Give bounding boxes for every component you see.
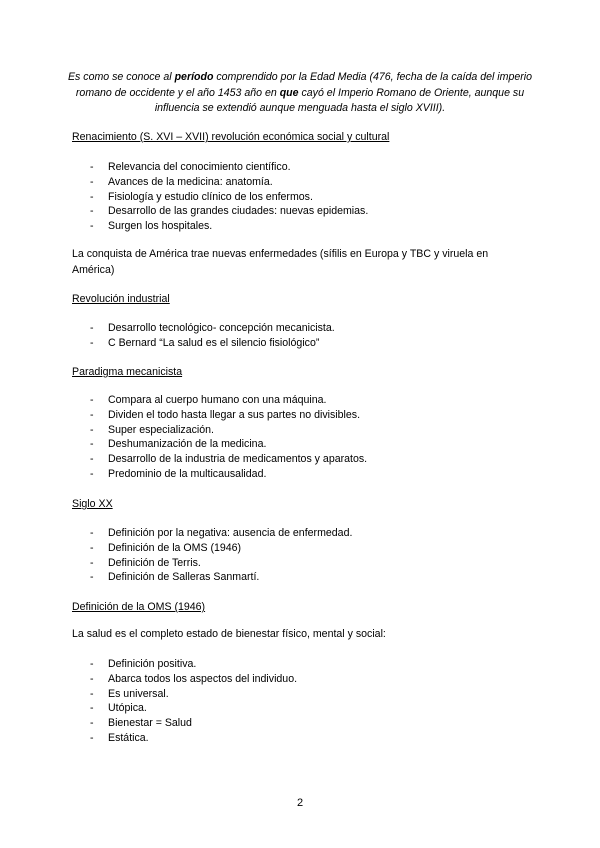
list-oms [90,657,297,746]
intro-text-1: Es como se conoce al [67,71,175,83]
page-number: 2 [296,797,304,809]
heading-paradigma-mecanicista: Paradigma mecanicista [72,366,183,378]
list-item: - Avances de la medicina: anatomía. [90,175,368,190]
list-item: - Desarrollo tecnológico- concepción mecanicista. [90,321,335,336]
list-item: - Relevancia del conocimiento científico. [90,160,368,175]
list-item: - Deshumanización de la medicina. [90,437,367,452]
list-siglo-xx [90,526,352,585]
list-item: - Definición por la negativa: ausencia de enfermedad. [90,526,352,541]
list-item: - Desarrollo de la industria de medicamentos y aparatos. [90,452,367,467]
list-item: - Dividen el todo hasta llegar a sus partes no divisibles. [90,408,367,423]
list-item: - Fisiología y estudio clínico de los enfermos. [90,190,368,205]
heading-siglo-xx: Siglo XX [72,498,113,510]
list-item: - Compara al cuerpo humano con una máquina. [90,393,367,408]
list-item: - Super especialización. [90,423,367,438]
list-item: - Surgen los hospitales. [90,219,368,234]
list-item: - Definición de Terris. [90,556,352,571]
list-item: - Estática. [90,731,297,746]
list-revolucion [90,321,335,351]
list-item: - Definición de Salleras Sanmartí. [90,570,352,585]
intro-paragraph [60,70,540,117]
list-item: - Bienestar = Salud [90,716,297,731]
intro-text-2: comprendido por la Edad Media (476, fecha de la caída del imperio romano de occidente y el año 1453 año en [75,71,533,99]
list-item: - Utópica. [90,701,297,716]
oms-definition-paragraph: La salud es el completo estado de bienestar físico, mental y social: [72,628,386,640]
intro-bold-periodo: período [174,71,214,83]
list-item: - Es universal. [90,687,297,702]
list-paradigma [90,393,367,482]
list-item: - Definición de la OMS (1946) [90,541,352,556]
list-item: - Definición positiva. [90,657,297,672]
intro-bold-que: que [279,86,299,99]
list-renacimiento [90,160,368,234]
intro-text-3: cayó el Imperio Romano de Oriente, aunque su influencia se extendió aunque menguada hasta el siglo XVIII). [154,86,525,114]
heading-revolucion-industrial: Revolución industrial [72,293,170,305]
america-paragraph: La conquista de América trae nuevas enfermedades (sífilis en Europa y TBC y viruela en América) [72,248,489,276]
heading-renacimiento: Renacimiento (S. XVI – XVII) revolución económica social y cultural [72,131,390,143]
list-item: - Abarca todos los aspectos del individuo. [90,672,297,687]
heading-definicion-oms: Definición de la OMS (1946) [72,601,206,613]
list-item: - Desarrollo de las grandes ciudades: nuevas epidemias. [90,204,368,219]
list-item: - Predominio de la multicausalidad. [90,467,367,482]
list-item: - C Bernard “La salud es el silencio fisiológico” [90,336,335,351]
